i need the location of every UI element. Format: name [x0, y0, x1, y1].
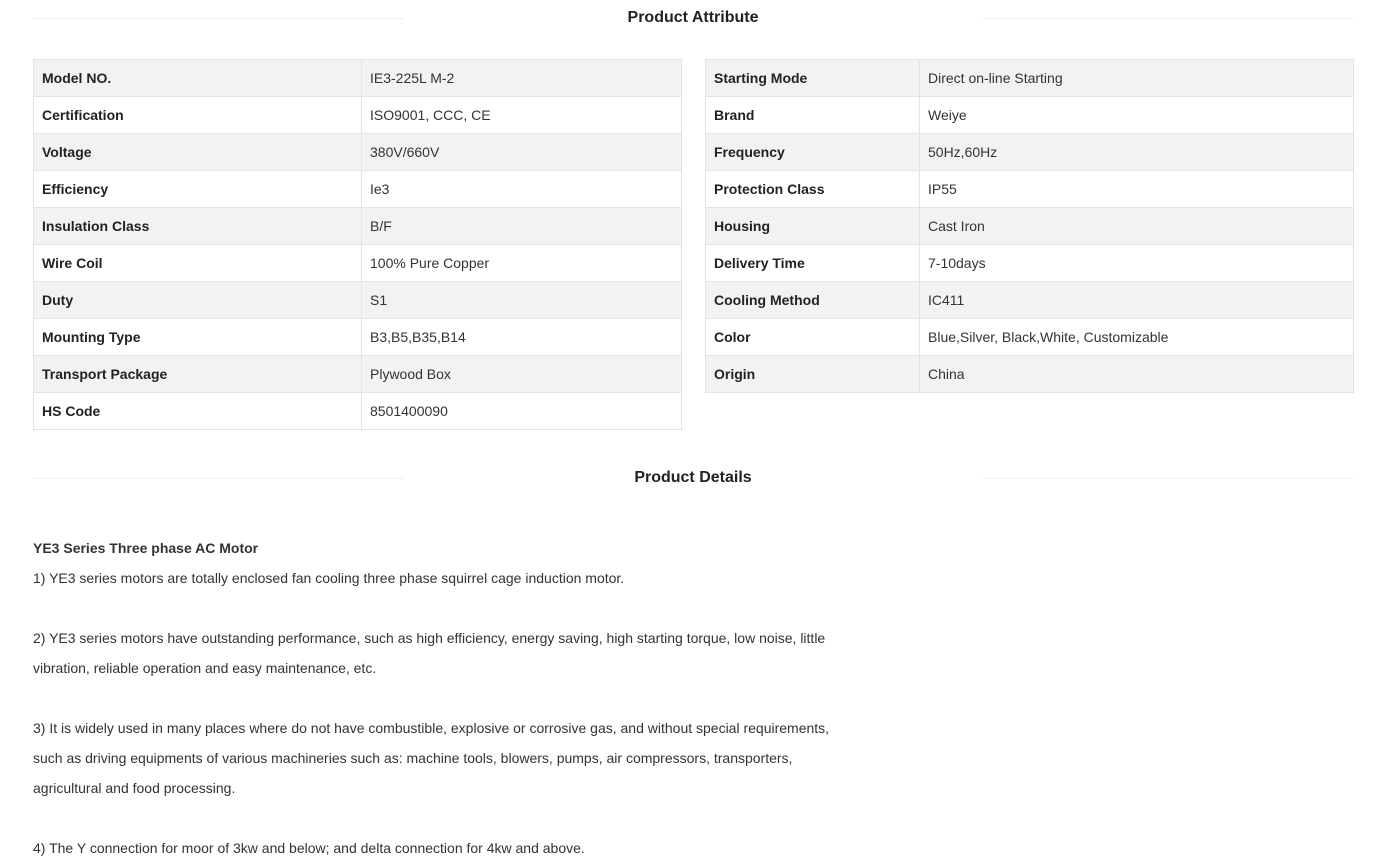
table-row — [34, 245, 682, 282]
attr-value: 380V/660V — [362, 134, 682, 171]
attr-key: Color — [706, 319, 920, 356]
attr-key: Duty — [34, 282, 362, 319]
divider-line — [983, 478, 1353, 479]
attribute-table-right — [705, 59, 1354, 393]
table-row — [706, 356, 1354, 393]
details-paragraph-3-line-3: agricultural and food processing. — [33, 780, 236, 796]
product-details-body — [33, 533, 853, 863]
product-details-header — [33, 461, 1353, 486]
section-title-details: Product Details — [634, 469, 752, 486]
table-row — [34, 319, 682, 356]
table-row — [34, 208, 682, 245]
attr-value: Plywood Box — [362, 356, 682, 393]
attr-key: Housing — [706, 208, 920, 245]
product-attribute-header — [33, 1, 1353, 26]
attr-value: IP55 — [920, 171, 1354, 208]
attr-key: Delivery Time — [706, 245, 920, 282]
table-row — [706, 319, 1354, 356]
paragraph-spacer — [33, 593, 853, 623]
attr-value: 7-10days — [920, 245, 1354, 282]
attr-value: ISO9001, CCC, CE — [362, 97, 682, 134]
attr-value: 100% Pure Copper — [362, 245, 682, 282]
details-heading: YE3 Series Three phase AC Motor — [33, 540, 259, 556]
attr-key: Wire Coil — [34, 245, 362, 282]
attr-value: IE3-225L M-2 — [362, 60, 682, 97]
attr-key: Frequency — [706, 134, 920, 171]
attr-value: Direct on-line Starting — [920, 60, 1354, 97]
attr-key: Insulation Class — [34, 208, 362, 245]
attr-value: IC411 — [920, 282, 1354, 319]
table-row — [706, 282, 1354, 319]
table-row — [706, 134, 1354, 171]
table-row — [706, 97, 1354, 134]
attr-value: B/F — [362, 208, 682, 245]
divider-line — [983, 18, 1353, 19]
table-row — [706, 171, 1354, 208]
table-row — [34, 171, 682, 208]
attr-value: Blue,Silver, Black,White, Customizable — [920, 319, 1354, 356]
attr-key: Brand — [706, 97, 920, 134]
attr-value: Weiye — [920, 97, 1354, 134]
table-row — [34, 282, 682, 319]
attr-key: Model NO. — [34, 60, 362, 97]
attr-key: Voltage — [34, 134, 362, 171]
table-row — [706, 208, 1354, 245]
attr-key: Origin — [706, 356, 920, 393]
table-row — [34, 134, 682, 171]
attr-key: Transport Package — [34, 356, 362, 393]
table-row — [34, 356, 682, 393]
attr-value: S1 — [362, 282, 682, 319]
attr-key: Starting Mode — [706, 60, 920, 97]
table-row — [706, 60, 1354, 97]
details-paragraph-3-line-1: 3) It is widely used in many places where do not have combustible, explosive or corrosive gas, and without special requirements, — [33, 720, 830, 736]
table-row — [34, 60, 682, 97]
attr-key: Efficiency — [34, 171, 362, 208]
attr-value: Cast Iron — [920, 208, 1354, 245]
paragraph-spacer — [33, 803, 853, 833]
details-paragraph-2-line-2: vibration, reliable operation and easy maintenance, etc. — [33, 660, 377, 676]
attr-value: 50Hz,60Hz — [920, 134, 1354, 171]
attr-value: 8501400090 — [362, 393, 682, 430]
attr-key: Certification — [34, 97, 362, 134]
table-row — [34, 97, 682, 134]
attr-key: Cooling Method — [706, 282, 920, 319]
details-paragraph-4: 4) The Y connection for moor of 3kw and below; and delta connection for 4kw and above. — [33, 840, 585, 856]
details-paragraph-3-line-2: such as driving equipments of various machineries such as: machine tools, blowers, pumps, air compressors, transporters, — [33, 750, 793, 766]
table-row — [34, 393, 682, 430]
paragraph-spacer — [33, 683, 853, 713]
table-row — [706, 245, 1354, 282]
details-paragraph-2-line-1: 2) YE3 series motors have outstanding performance, such as high efficiency, energy saving, high starting torque, low noise, little — [33, 630, 826, 646]
attr-key: Protection Class — [706, 171, 920, 208]
attr-value: China — [920, 356, 1354, 393]
details-paragraph-1: 1) YE3 series motors are totally enclosed fan cooling three phase squirrel cage induction motor. — [33, 570, 625, 586]
attr-value: B3,B5,B35,B14 — [362, 319, 682, 356]
section-title-attribute: Product Attribute — [627, 9, 759, 26]
attr-value: Ie3 — [362, 171, 682, 208]
attr-key: HS Code — [34, 393, 362, 430]
attr-key: Mounting Type — [34, 319, 362, 356]
attribute-table-left — [33, 59, 682, 430]
